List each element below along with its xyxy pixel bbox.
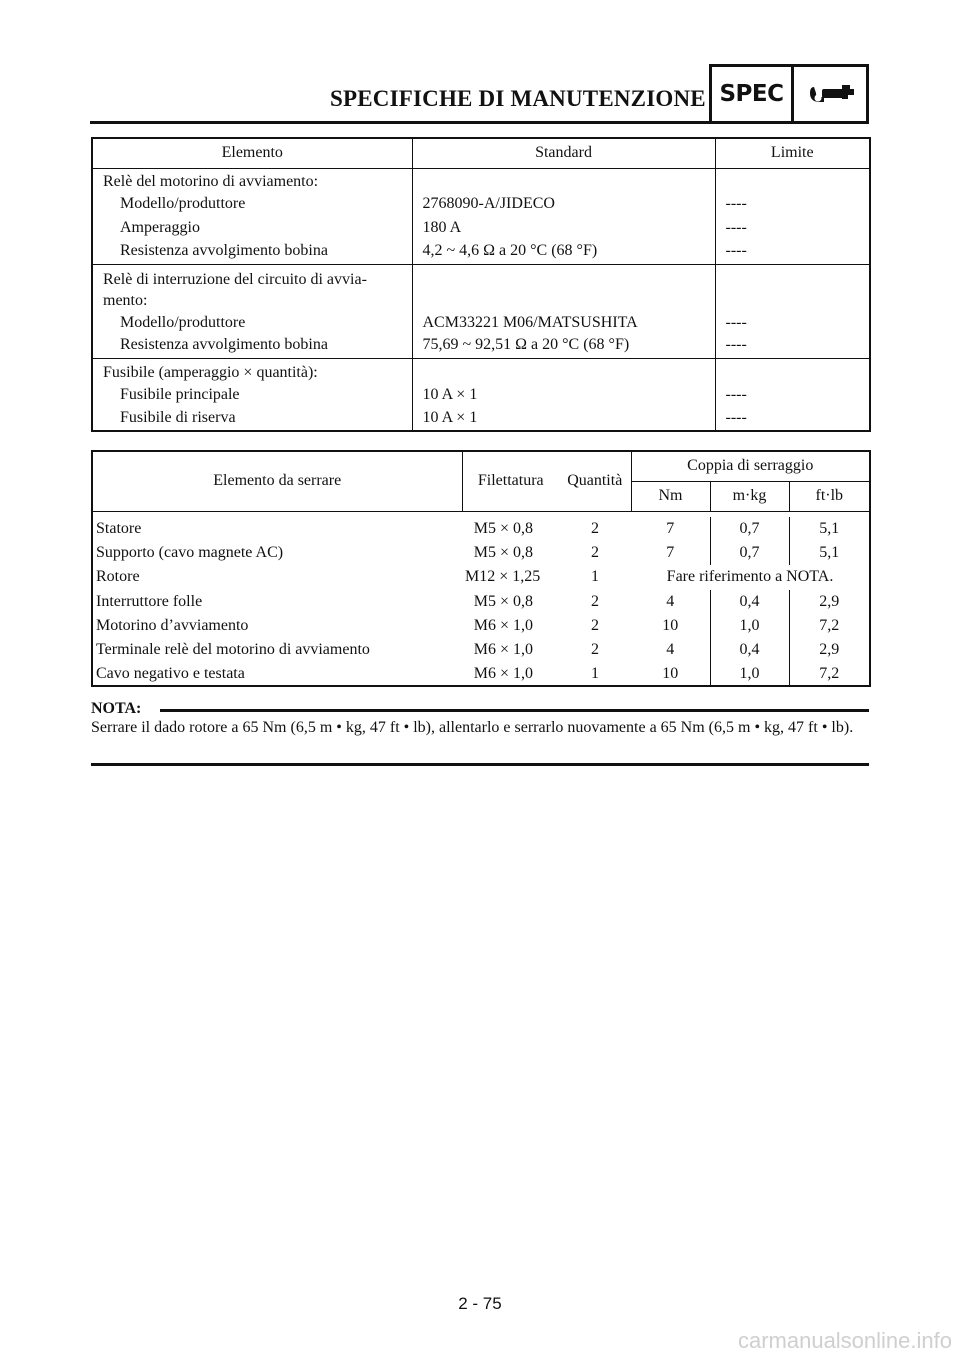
table-row (92, 168, 870, 192)
cell-ftlb: 5,1 (819, 520, 840, 538)
cell-nm: 4 (631, 638, 710, 662)
cell-standard: 180 A (412, 216, 715, 240)
table-row (92, 517, 870, 541)
torque-table (91, 450, 871, 687)
cell-mkg: 1,0 (710, 614, 789, 638)
cell-limit: ---- (715, 335, 870, 359)
nota-rule (160, 709, 869, 712)
cell-thread: M12 × 1,25 (465, 568, 541, 586)
cell-item: Amperaggio (92, 216, 412, 240)
cell-nm: 4 (631, 590, 710, 614)
table-row (92, 311, 870, 335)
header-rule (90, 121, 710, 124)
table-row (92, 216, 870, 240)
table-row (92, 407, 870, 431)
cell-mkg: 0,7 (710, 517, 789, 541)
cell-standard: 10 A × 1 (412, 383, 715, 407)
table-row (92, 638, 870, 662)
cell-item: Rotore (96, 568, 140, 586)
cell-standard: 10 A × 1 (412, 407, 715, 431)
cell-qty: 2 (591, 592, 599, 610)
cell-item: Fusibile principale (92, 383, 412, 407)
table-row (92, 240, 870, 264)
cell-item: Interruttore folle (96, 592, 203, 610)
cell-limit: ---- (725, 313, 747, 331)
nota-label: NOTA: (91, 700, 142, 717)
column-header-torque: Coppia di serraggio (631, 451, 870, 481)
column-header-thread: Filettatura (462, 451, 559, 511)
cell-qty: 1 (591, 664, 599, 682)
cell-item: Supporto (cavo magnete AC) (96, 544, 284, 562)
cell-qty: 2 (591, 544, 599, 562)
cell-thread: M6 × 1,0 (473, 616, 533, 634)
cell-thread: M5 × 0,8 (473, 592, 533, 610)
table-row (92, 359, 870, 383)
cell-nm: 10 (631, 662, 710, 686)
column-header-elemento: Elemento (92, 138, 412, 168)
cell-limit: ---- (725, 409, 747, 426)
page-title: SPECIFICHE DI MANUTENZIONE (330, 86, 706, 111)
cell-item: Motorino d’avviamento (96, 616, 249, 634)
cell-qty: 2 (591, 641, 599, 659)
group-title: Relè di interruzione del circuito di avvia-mento: (92, 264, 412, 311)
cell-limit: ---- (725, 195, 747, 212)
column-header-mkg: m·kg (710, 481, 789, 511)
nota-bottom-rule (91, 763, 869, 766)
group-title: Fusibile (amperaggio × quantità): (92, 359, 412, 383)
cell-thread: M6 × 1,0 (473, 641, 533, 659)
cell-standard: 2768090-A/JIDECO (412, 192, 715, 216)
table-row (92, 614, 870, 638)
cell-thread: M5 × 0,8 (473, 544, 533, 562)
watermark: carmanualsonline.info (737, 1328, 952, 1353)
cell-qty: 1 (591, 568, 599, 586)
cell-mkg: 1,0 (710, 662, 789, 686)
cell-qty: 2 (591, 520, 599, 538)
cell-item: Resistenza avvolgimento bobina (92, 335, 412, 359)
cell-item: Modello/produttore (92, 311, 412, 335)
cell-limit: ---- (725, 385, 747, 403)
cell-thread: M6 × 1,0 (473, 664, 533, 682)
table-row (92, 590, 870, 614)
cell-ftlb: 5,1 (819, 544, 840, 562)
cell-ftlb: 7,2 (819, 664, 840, 682)
table-row (92, 192, 870, 216)
table-row (92, 662, 870, 686)
spec-badge (709, 64, 869, 124)
cell-nm: 7 (631, 541, 710, 565)
page-number: 2 - 75 (458, 1294, 502, 1313)
cell-standard: 75,69 ~ 92,51 Ω a 20 °C (68 °F) (412, 335, 715, 359)
cell-limit: ---- (715, 240, 870, 264)
nota-text: Serrare il dado rotore a 65 Nm (6,5 m • kg, 47 ft • lb), allentarlo e serrarlo nuovamente a 65 Nm (6,5 m • kg, 47 ft • lb). (91, 719, 854, 736)
cell-mkg: 0,4 (710, 638, 789, 662)
cell-qty: 2 (591, 616, 599, 634)
cell-ftlb: 2,9 (819, 592, 840, 610)
table-row (92, 383, 870, 407)
cell-item: Cavo negativo e testata (96, 664, 245, 682)
cell-ftlb: 7,2 (819, 616, 840, 634)
cell-note: Fare riferimento a NOTA. (666, 568, 834, 586)
cell-thread: M5 × 0,8 (473, 520, 533, 538)
column-header-qty: Quantità (559, 451, 631, 511)
cell-standard: ACM33221 M06/MATSUSHITA (412, 311, 715, 335)
spec-table (91, 137, 871, 432)
cell-ftlb: 2,9 (819, 641, 840, 659)
column-header-item: Elemento da serrare (92, 451, 462, 511)
table-row (92, 264, 870, 311)
table-row (92, 335, 870, 359)
cell-item: Fusibile di riserva (92, 407, 412, 431)
group-title: Relè del motorino di avviamento: (92, 168, 412, 192)
cell-standard: 4,2 ~ 4,6 Ω a 20 °C (68 °F) (412, 240, 715, 264)
cell-item: Terminale relè del motorino di avviamento (96, 641, 370, 659)
cell-item: Resistenza avvolgimento bobina (92, 240, 412, 264)
cell-mkg: 0,7 (710, 541, 789, 565)
cell-nm: 7 (631, 517, 710, 541)
cell-nm: 10 (631, 614, 710, 638)
cell-item: Statore (96, 520, 142, 538)
column-header-limite: Limite (715, 138, 870, 168)
cell-limit: ---- (725, 219, 747, 236)
column-header-ftlb: ft·lb (789, 481, 870, 511)
wrench-icon (794, 67, 866, 121)
column-header-standard: Standard (412, 138, 715, 168)
table-row (92, 541, 870, 565)
table-row (92, 565, 870, 589)
cell-mkg: 0,4 (710, 590, 789, 614)
spec-badge-label: SPEC (712, 67, 794, 121)
cell-item: Modello/produttore (92, 192, 412, 216)
column-header-nm: Nm (631, 481, 710, 511)
